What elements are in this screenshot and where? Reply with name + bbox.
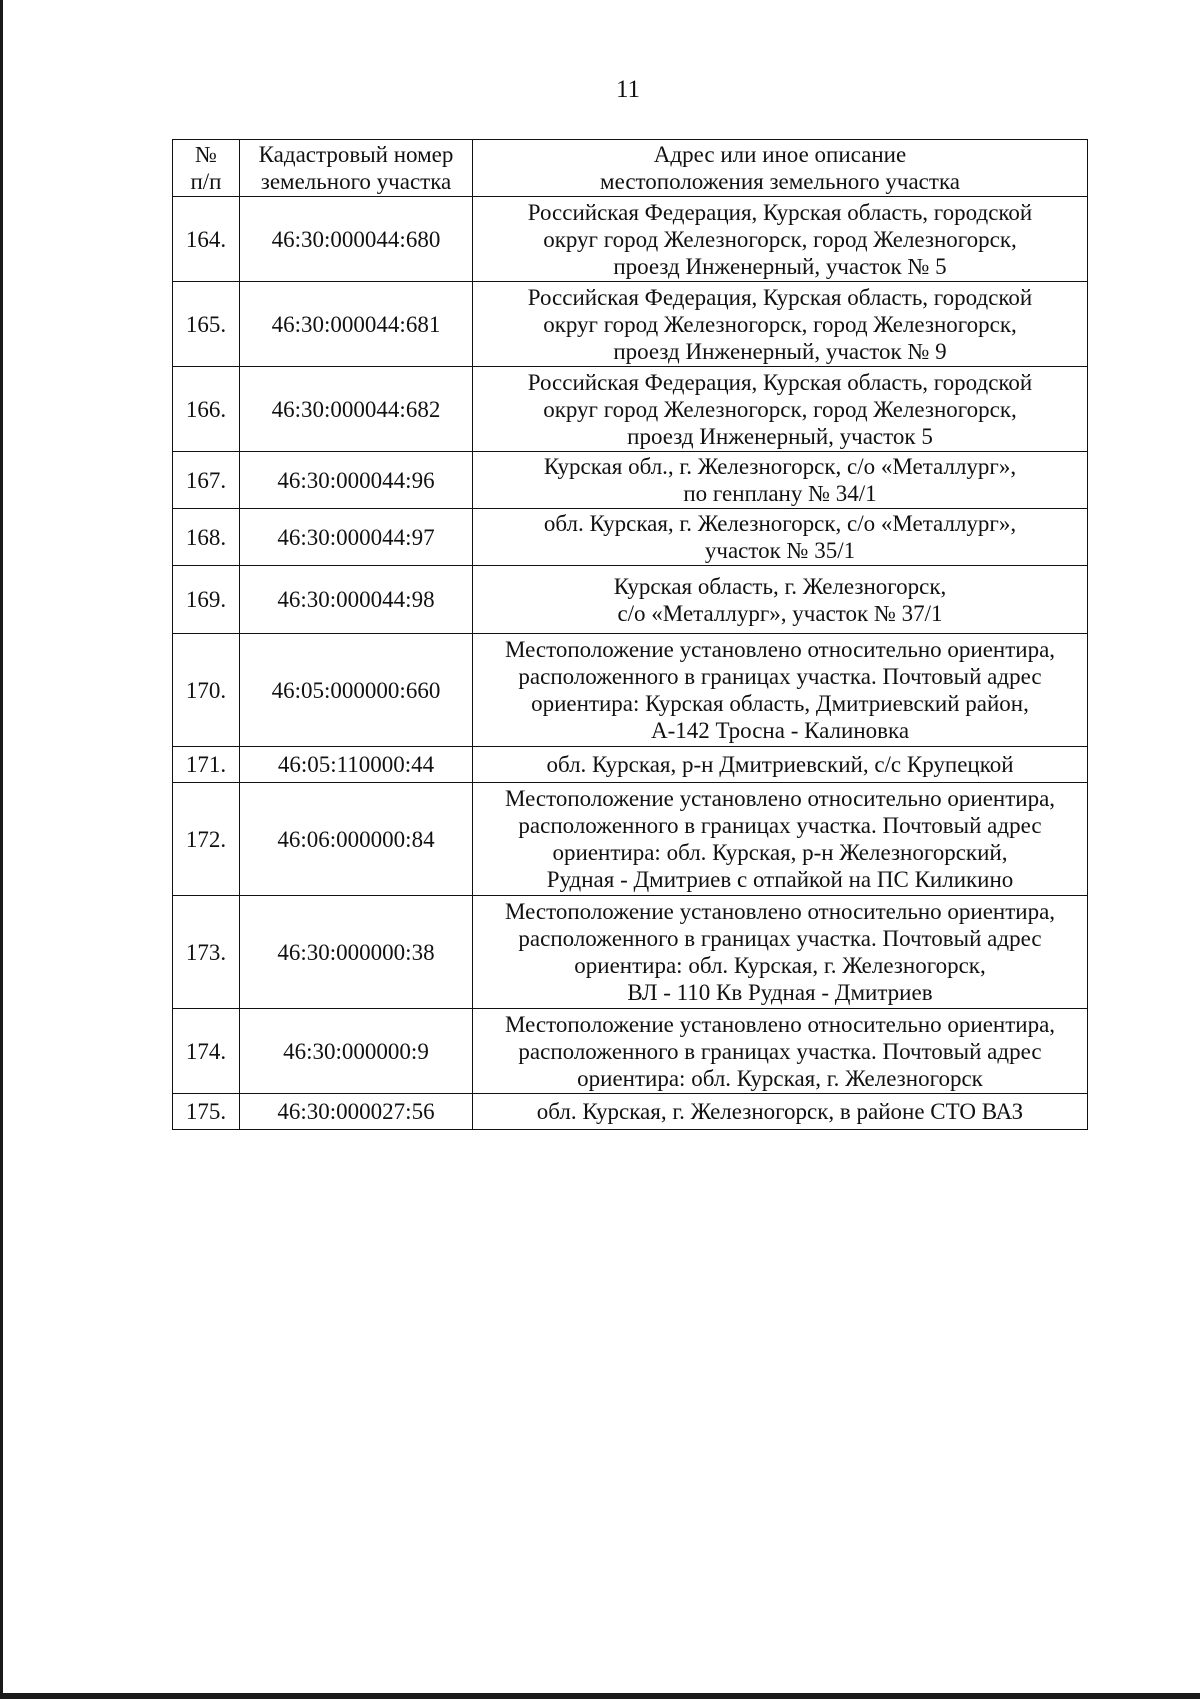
page-number: 11 — [615, 76, 641, 103]
land-plots-table — [172, 139, 1088, 1130]
table-row — [173, 282, 1088, 367]
plot-address — [473, 566, 1088, 634]
address-line: расположенного в границах участка. Почтовый адрес — [518, 926, 1042, 951]
address-line: Курская обл., г. Железногорск, с/о «Металлург», — [543, 454, 1017, 479]
address-line: ориентира: обл. Курская, г. Железногорск, — [574, 953, 986, 978]
plot-address — [473, 367, 1088, 452]
address-line: с/о «Металлург», участок № 37/1 — [617, 600, 943, 626]
address-line: участок № 35/1 — [704, 538, 856, 563]
address-line: ориентира: обл. Курская, г. Железногорск — [577, 1065, 983, 1091]
table-row — [173, 634, 1088, 747]
row-number: 173. — [173, 896, 240, 1009]
address-line: ориентира: Курская область, Дмитриевский район, — [531, 691, 1029, 716]
address-line: округ город Железногорск, город Железногорск, — [543, 396, 1017, 422]
cadastral-number: 46:05:000000:660 — [240, 634, 473, 747]
address-line: Местоположение установлено относительно ориентира, — [504, 1011, 1056, 1037]
address-line: расположенного в границах участка. Почтовый адрес — [518, 664, 1042, 689]
row-number: 167. — [173, 452, 240, 509]
plot-address — [473, 452, 1088, 509]
table-row — [173, 1009, 1088, 1094]
table-body — [173, 197, 1088, 1130]
cadastral-number: 46:30:000000:9 — [240, 1009, 473, 1094]
row-number: 166. — [173, 367, 240, 452]
row-number: 164. — [173, 197, 240, 282]
address-line: проезд Инженерный, участок № 9 — [613, 338, 947, 364]
cadastral-number: 46:30:000044:98 — [240, 566, 473, 634]
table-row — [173, 896, 1088, 1009]
row-number: 175. — [173, 1094, 240, 1130]
header-num-line: п/п — [190, 169, 222, 194]
plot-address — [473, 1094, 1088, 1130]
address-line: Местоположение установлено относительно ориентира, — [504, 637, 1056, 662]
address-line: обл. Курская, г. Железногорск, с/о «Металлург», — [543, 511, 1017, 536]
row-number: 172. — [173, 783, 240, 896]
address-line: Курская область, г. Железногорск, — [613, 573, 947, 599]
cadastral-number: 46:30:000044:680 — [240, 197, 473, 282]
address-line: расположенного в границах участка. Почтовый адрес — [518, 1038, 1042, 1064]
address-line: Российская Федерация, Курская область, городской — [527, 284, 1033, 310]
address-line: А-142 Тросна - Калиновка — [650, 718, 910, 743]
cadastral-number: 46:06:000000:84 — [240, 783, 473, 896]
table-row — [173, 1094, 1088, 1130]
cadastral-number: 46:30:000000:38 — [240, 896, 473, 1009]
cadastral-number: 46:30:000027:56 — [240, 1094, 473, 1130]
address-line: проезд Инженерный, участок № 5 — [613, 253, 947, 279]
row-number: 165. — [173, 282, 240, 367]
table-row — [173, 367, 1088, 452]
row-number: 169. — [173, 566, 240, 634]
plot-address — [473, 634, 1088, 747]
header-address — [473, 140, 1088, 197]
header-address-line: Адрес или иное описание — [653, 142, 907, 167]
row-number: 174. — [173, 1009, 240, 1094]
address-line: ориентира: обл. Курская, р-н Железногорский, — [552, 840, 1008, 865]
address-line: Местоположение установлено относительно ориентира, — [504, 786, 1056, 811]
address-line: по генплану № 34/1 — [683, 481, 877, 506]
header-address-line: местоположения земельного участка — [600, 169, 960, 194]
plot-address — [473, 197, 1088, 282]
address-line: Российская Федерация, Курская область, городской — [527, 369, 1033, 395]
header-cadastral-line: земельного участка — [260, 169, 452, 194]
address-line: обл. Курская, г. Железногорск, в районе СТО ВАЗ — [536, 1099, 1024, 1124]
row-number: 168. — [173, 509, 240, 566]
header-cadastral-line: Кадастровый номер — [258, 142, 454, 167]
table-row — [173, 783, 1088, 896]
address-line: расположенного в границах участка. Почтовый адрес — [518, 813, 1042, 838]
address-line: ВЛ - 110 Кв Рудная - Дмитриев — [627, 980, 933, 1005]
address-line: Местоположение установлено относительно ориентира, — [504, 899, 1056, 924]
cadastral-number: 46:30:000044:681 — [240, 282, 473, 367]
address-line: проезд Инженерный, участок 5 — [627, 423, 933, 449]
header-num — [173, 140, 240, 197]
cadastral-number: 46:30:000044:96 — [240, 452, 473, 509]
header-num-line: № — [195, 142, 217, 167]
header-cadastral — [240, 140, 473, 197]
row-number: 171. — [173, 747, 240, 783]
table-row — [173, 509, 1088, 566]
table-row — [173, 452, 1088, 509]
scan-edge-bottom — [0, 1693, 1200, 1699]
row-number: 170. — [173, 634, 240, 747]
plot-address — [473, 282, 1088, 367]
cadastral-number: 46:30:000044:682 — [240, 367, 473, 452]
table-row — [173, 566, 1088, 634]
plot-address — [473, 896, 1088, 1009]
plot-address — [473, 783, 1088, 896]
cadastral-number: 46:30:000044:97 — [240, 509, 473, 566]
address-line: округ город Железногорск, город Железногорск, — [543, 226, 1017, 252]
address-line: округ город Железногорск, город Железногорск, — [543, 311, 1017, 337]
plot-address — [473, 747, 1088, 783]
plot-address — [473, 509, 1088, 566]
header-row — [173, 140, 1088, 197]
table-header — [173, 140, 1088, 197]
plot-address — [473, 1009, 1088, 1094]
cadastral-number: 46:05:110000:44 — [240, 747, 473, 783]
table-row — [173, 197, 1088, 282]
address-line: Российская Федерация, Курская область, городской — [527, 199, 1033, 225]
scan-edge-left — [0, 0, 3, 1699]
address-line: обл. Курская, р-н Дмитриевский, с/с Крупецкой — [546, 752, 1014, 777]
address-line: Рудная - Дмитриев с отпайкой на ПС Киликино — [546, 867, 1014, 892]
table-row — [173, 747, 1088, 783]
